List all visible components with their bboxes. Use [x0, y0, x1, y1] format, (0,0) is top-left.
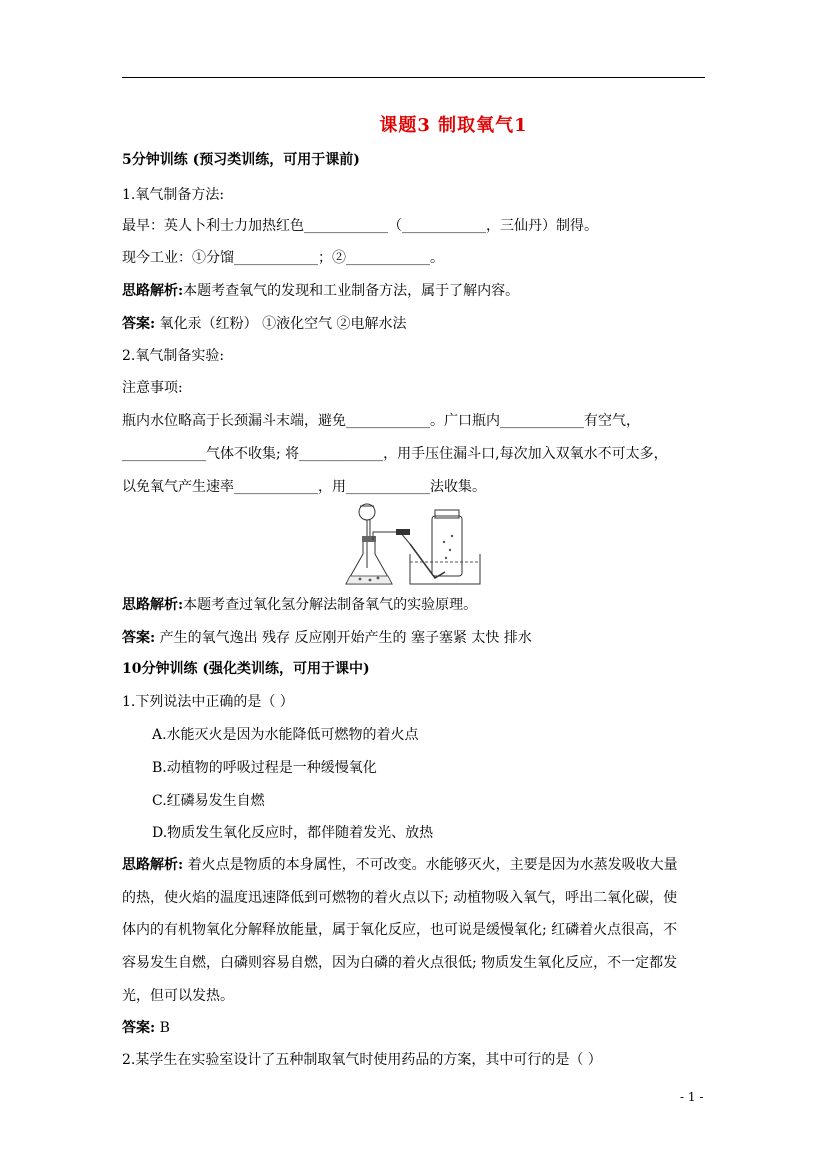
s2-analysis-line: 体内的有机物氧化分解释放能量，属于氧化反应，也可说是缓慢氧化; 红磷着火点很高，不	[122, 922, 678, 938]
s2-q1: 1.下列说法中正确的是（ ）	[122, 694, 294, 710]
q2-line2: ____________气体不收集; 将____________，用手压住漏斗口,每次加入双氧水不可太多，	[122, 446, 668, 462]
page-title: 课题3 制取氧气1	[379, 115, 528, 136]
option-c: C.红磷易发生自燃	[152, 793, 265, 809]
answer-label: 答案:	[122, 316, 156, 332]
answer-text: B	[155, 1020, 170, 1036]
s2-analysis-line: 容易发生自燃，白磷则容易自燃，因为白磷的着火点很低; 物质发生氧化反应，不一定都发	[122, 955, 678, 971]
analysis-text: 着火点是物质的本身属性，不可改变。水能够灭火，主要是因为水蒸发吸收大量	[183, 857, 678, 873]
q1-answer	[122, 314, 407, 334]
option-b: B.动植物的呼吸过程是一种缓慢氧化	[152, 760, 377, 776]
analysis-label: 思路解析:	[122, 283, 184, 299]
analysis-text: 本题考查过氧化氢分解法制备氧气的实验原理。	[183, 597, 478, 613]
section2-heading: 10分钟训练 (强化类训练，可用于课中)	[122, 661, 370, 677]
section1-heading: 5分钟训练 (预习类训练，可用于课前)	[122, 152, 360, 168]
analysis-text: 本题考查氧气的发现和工业制备方法，属于了解内容。	[183, 283, 520, 299]
q2-answer	[122, 628, 532, 648]
s2-q2: 2.某学生在实验室设计了五种制取氧气时使用药品的方案，其中可行的是（ ）	[122, 1052, 602, 1068]
q1-line2: 现今工业：①分馏____________；②____________。	[122, 250, 444, 266]
q2-label: 2.氧气制备实验:	[122, 348, 225, 364]
s2-analysis-line	[122, 855, 678, 875]
s2-answer	[122, 1018, 170, 1038]
option-a: A.水能灭火是因为水能降低可燃物的着火点	[152, 727, 419, 743]
s2-analysis-line: 光，但可以发热。	[122, 988, 234, 1004]
answer-label: 答案:	[122, 1020, 156, 1036]
analysis-label: 思路解析:	[122, 857, 184, 873]
s2-analysis-line: 的热，使火焰的温度迅速降低到可燃物的着火点以下; 动植物吸入氧气，呼出二氧化碳，使	[122, 890, 678, 906]
answer-text: 氧化汞（红粉） ①液化空气 ②电解水法	[155, 316, 407, 332]
q2-line1: 瓶内水位略高于长颈漏斗末端，避免____________。广口瓶内____________有空气，	[122, 413, 640, 429]
q1-label: 1.氧气制备方法:	[122, 187, 225, 203]
header-rule	[122, 77, 705, 78]
option-d: D.物质发生氧化反应时，都伴随着发光、放热	[152, 825, 434, 841]
q1-analysis	[122, 281, 519, 301]
q2-line3: 以免氧气产生速率____________，用____________法收集。	[122, 479, 486, 495]
analysis-label: 思路解析:	[122, 597, 184, 613]
q2-analysis	[122, 595, 477, 615]
oxygen-apparatus-figure	[340, 502, 488, 590]
answer-label: 答案:	[122, 630, 156, 646]
answer-text: 产生的氧气逸出 残存 反应刚开始产生的 塞子塞紧 太快 排水	[155, 630, 532, 646]
page-number: - 1 -	[680, 1090, 704, 1104]
q1-line1: 最早：英人卜利士力加热红色____________（____________，三仙丹）制得。	[122, 218, 598, 234]
q2-note: 注意事项:	[122, 380, 183, 396]
